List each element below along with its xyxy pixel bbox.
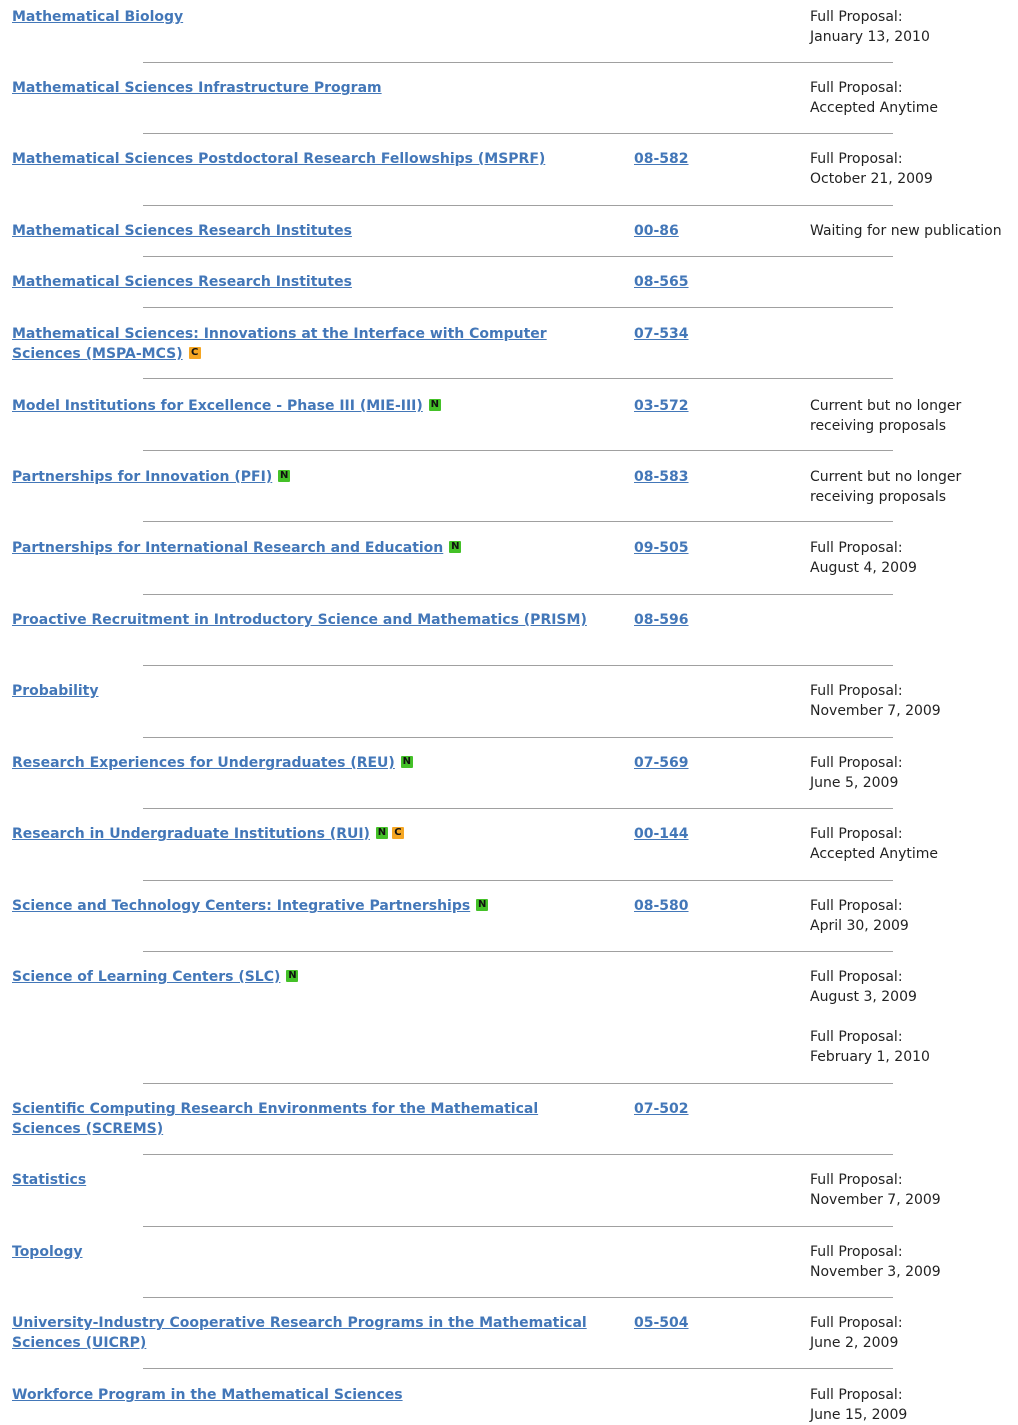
publication-number-link[interactable]: 07-534 [634,326,689,342]
row-separator [143,133,893,134]
due-date-text: Full Proposal: August 4, 2009 [810,540,917,576]
due-date-text: Full Proposal: June 5, 2009 [810,755,903,791]
due-dates [810,467,1018,507]
program-title-link[interactable]: Science and Technology Centers: Integrative Partnerships [12,898,471,914]
row-separator [143,205,893,206]
publication-number-link[interactable]: 00-86 [634,223,679,239]
due-dates [810,1242,1018,1282]
program-title-cell [12,753,602,773]
program-title-cell [12,1099,602,1139]
publication-number-link[interactable]: 05-504 [634,1315,689,1331]
program-title-cell [12,1313,602,1353]
program-title-link[interactable]: Statistics [12,1172,87,1188]
row-separator [143,594,893,595]
program-title-link[interactable]: Partnerships for Innovation (PFI) [12,469,273,485]
due-dates [810,396,1018,436]
due-dates [810,753,1018,793]
due-date-text: Full Proposal: November 7, 2009 [810,1172,941,1208]
due-dates [810,824,1018,864]
program-title-link[interactable]: Mathematical Sciences Research Institutes [12,274,352,290]
program-title-cell [12,610,602,630]
program-title-link[interactable]: Mathematical Sciences Research Institutes [12,223,352,239]
program-title-link[interactable]: Mathematical Biology [12,9,184,25]
row-separator [143,1368,893,1369]
row-separator [143,808,893,809]
program-title-cell [12,967,602,987]
due-date-text: Full Proposal: October 21, 2009 [810,151,933,187]
program-title-cell [12,1170,602,1190]
due-dates [810,1313,1018,1353]
row-separator [143,951,893,952]
program-title-link[interactable]: Research in Undergraduate Institutions (RUI) [12,826,370,842]
program-title-cell [12,221,602,241]
due-dates [810,1385,1018,1425]
row-separator [143,307,893,308]
due-date-text: Current but no longer receiving proposals [810,469,962,505]
new-badge-icon: N [402,756,412,767]
row-separator [143,62,893,63]
publication-number-link[interactable]: 08-580 [634,898,689,914]
due-dates [810,681,1018,721]
program-title-link[interactable]: Partnerships for International Research and Education [12,540,444,556]
due-dates [810,7,1018,47]
program-title-cell [12,538,602,558]
publication-number-link[interactable]: 08-582 [634,151,689,167]
row-separator [143,450,893,451]
due-date-text: Full Proposal: November 7, 2009 [810,683,941,719]
program-title-cell [12,1242,602,1262]
program-title-link[interactable]: Research Experiences for Undergraduates (REU) [12,755,395,771]
due-date-text: Full Proposal: November 3, 2009 [810,1244,941,1280]
program-title-link[interactable]: Mathematical Sciences Postdoctoral Research Fellowships (MSPRF) [12,151,546,167]
new-badge-icon: N [478,899,487,910]
due-date-text: Full Proposal: June 15, 2009 [810,1387,908,1423]
program-title-cell [12,681,602,701]
row-separator [143,880,893,881]
changed-badge-icon: C [189,347,201,359]
row-separator [143,737,893,738]
row-separator [143,665,893,666]
program-title-link[interactable]: Topology [12,1244,83,1260]
program-title-cell [12,78,602,98]
new-badge-icon: N [430,399,439,410]
row-separator [143,1154,893,1155]
due-date-text: Current but no longer receiving proposals [810,398,962,434]
publication-number-link[interactable]: 08-583 [634,469,689,485]
due-dates [810,1170,1018,1210]
due-date-text: Full Proposal: January 13, 2010 [810,9,930,45]
program-title-link[interactable]: Model Institutions for Excellence - Phase III (MIE-III) [12,398,423,414]
program-title-link[interactable]: Proactive Recruitment in Introductory Science and Mathematics (PRISM) [12,612,587,628]
due-date-text: Full Proposal: Accepted Anytime [810,80,939,116]
program-title-link[interactable]: University-Industry Cooperative Research Programs in the Mathematical Sciences (UICRP) [12,1315,587,1351]
changed-badge-icon: C [392,827,404,839]
publication-number-link[interactable]: 08-596 [634,612,689,628]
due-date-text: Full Proposal: February 1, 2010 [810,1029,930,1065]
program-title-link[interactable]: Mathematical Sciences: Innovations at the Interface with Computer Sciences (MSPA-MCS) [12,326,547,362]
due-dates [810,78,1018,118]
due-date-text: Waiting for new publication [810,223,1002,239]
due-dates [810,538,1018,578]
new-badge-icon: N [377,827,387,838]
program-title-cell [12,149,602,169]
due-dates [810,221,1018,241]
publication-number-link[interactable]: 07-502 [634,1101,689,1117]
program-title-link[interactable]: Workforce Program in the Mathematical Sciences [12,1387,403,1403]
row-separator [143,378,893,379]
due-date-text: Full Proposal: August 3, 2009 [810,969,917,1005]
program-title-link[interactable]: Scientific Computing Research Environments for the Mathematical Sciences (SCREMS) [12,1101,539,1137]
new-badge-icon: N [288,970,297,981]
row-separator [143,521,893,522]
due-date-text: Full Proposal: June 2, 2009 [810,1315,903,1351]
program-title-link[interactable]: Mathematical Sciences Infrastructure Program [12,80,382,96]
program-title-cell [12,467,602,487]
program-title-cell [12,324,602,364]
program-title-cell [12,7,602,27]
due-dates [810,967,1018,1067]
publication-number-link[interactable]: 08-565 [634,274,689,290]
program-title-cell [12,1385,602,1405]
row-separator [143,1226,893,1227]
new-badge-icon: N [280,470,289,481]
publication-number-link[interactable]: 03-572 [634,398,689,414]
publication-number-link[interactable]: 00-144 [634,826,689,842]
row-separator [143,1083,893,1084]
due-date-text: Full Proposal: Accepted Anytime [810,826,939,862]
due-dates [810,896,1018,936]
program-title-cell [12,896,602,916]
program-title-cell [12,824,602,844]
program-title-cell [12,396,602,416]
publication-number-link[interactable]: 09-505 [634,540,689,556]
program-title-cell [12,272,602,292]
publication-number-link[interactable]: 07-569 [634,755,689,771]
due-dates [810,149,1018,189]
row-separator [143,256,893,257]
row-separator [143,1297,893,1298]
program-title-link[interactable]: Science of Learning Centers (SLC) [12,969,281,985]
new-badge-icon: N [451,541,460,552]
program-title-link[interactable]: Probability [12,683,99,699]
due-date-text: Full Proposal: April 30, 2009 [810,898,909,934]
